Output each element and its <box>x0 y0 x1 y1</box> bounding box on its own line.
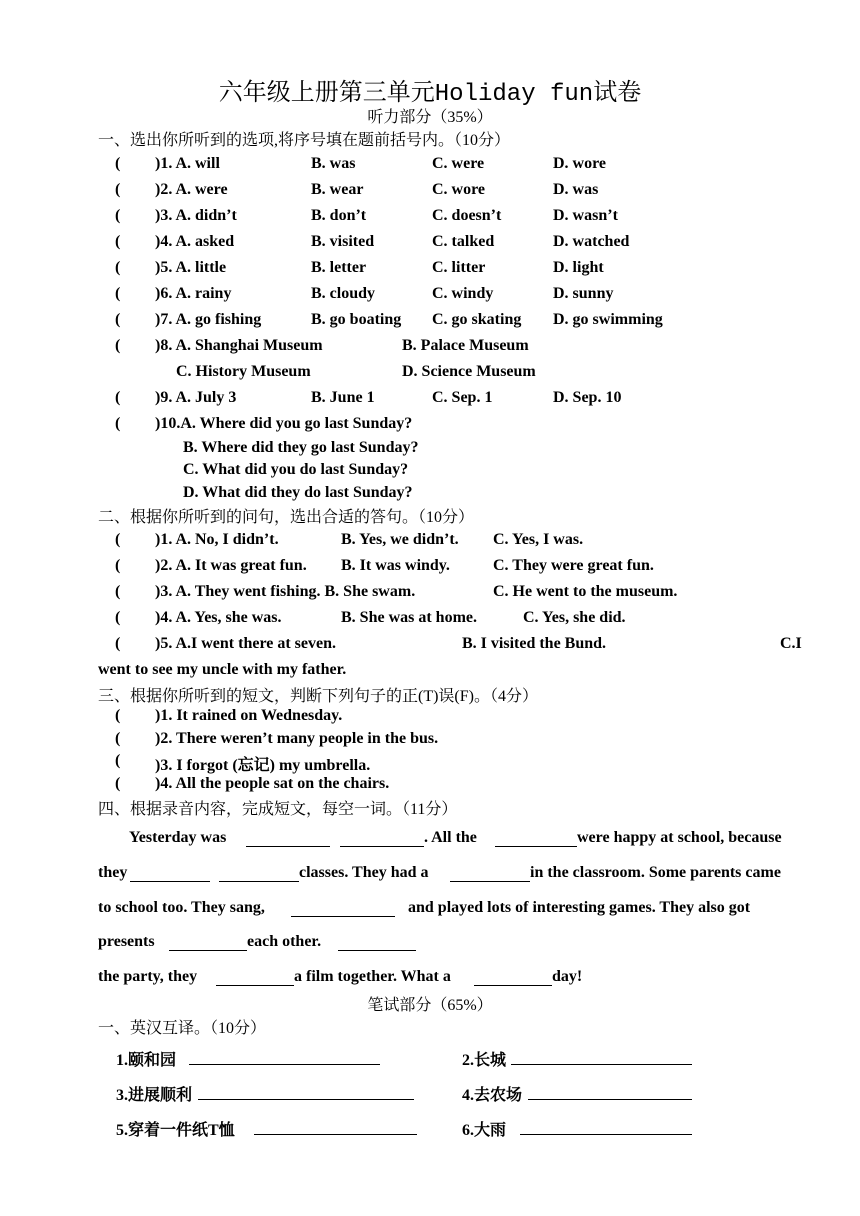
q8-b: B. Palace Museum <box>402 337 529 354</box>
cloze-text: each other. <box>247 933 322 950</box>
answer-paren: ( <box>115 635 121 652</box>
s2-q2-a: )2. A. It was great fun. <box>155 557 307 574</box>
answer-paren: ( <box>115 730 121 747</box>
q7-b: B. go boating <box>311 311 402 328</box>
q3-b: B. don’t <box>311 207 367 224</box>
q4-b: B. visited <box>311 233 375 250</box>
cloze-blank[interactable] <box>338 936 416 951</box>
answer-paren: ( <box>115 557 121 574</box>
title-cn: 六年级上册第三单元 <box>218 80 435 106</box>
answer-paren: ( <box>115 389 121 406</box>
section-4-heading: 四、根据录音内容，完成短文，每空一词。（11分） <box>98 801 458 818</box>
translation-item-5: 5.穿着一件纸T恤 <box>116 1122 235 1139</box>
listening-header: 听力部分（35%） <box>367 109 493 126</box>
q6-c: C. windy <box>432 285 494 302</box>
cloze-blank[interactable] <box>291 902 395 917</box>
cloze-blank[interactable] <box>450 867 530 882</box>
s2-q3-c: C. He went to the museum. <box>493 583 678 600</box>
cloze-text: day! <box>552 968 583 985</box>
answer-paren: ( <box>115 531 121 548</box>
q10-a: )10.A. Where did you go last Sunday? <box>155 415 413 432</box>
translation-blank[interactable] <box>198 1085 414 1100</box>
cloze-blank[interactable] <box>340 832 424 847</box>
q4-d: D. watched <box>553 233 630 250</box>
s2-q2-b: B. It was windy. <box>341 557 450 574</box>
s2-q5-c-cont: went to see my uncle with my father. <box>98 661 347 678</box>
s2-q5-a: )5. A.I went there at seven. <box>155 635 337 652</box>
cloze-text: . All the <box>424 829 477 846</box>
answer-paren: ( <box>115 583 121 600</box>
q4-c: C. talked <box>432 233 495 250</box>
cloze-blank[interactable] <box>246 832 330 847</box>
cloze-text: Yesterday was <box>129 829 227 846</box>
cloze-blank[interactable] <box>130 867 210 882</box>
page-title <box>0 72 860 108</box>
s2-q4-a: )4. A. Yes, she was. <box>155 609 282 626</box>
s2-q4-c: C. Yes, she did. <box>523 609 626 626</box>
q6-b: B. cloudy <box>311 285 376 302</box>
translation-blank[interactable] <box>254 1120 417 1135</box>
cloze-text: in the classroom. Some parents came <box>530 864 781 881</box>
s2-q4-b: B. She was at home. <box>341 609 478 626</box>
q2-d: D. was <box>553 181 599 198</box>
cloze-blank[interactable] <box>474 971 552 986</box>
answer-paren: ( <box>115 181 121 198</box>
translation-item-1: 1.颐和园 <box>116 1052 177 1069</box>
q3-d: D. wasn’t <box>553 207 618 224</box>
s2-q1-c: C. Yes, I was. <box>493 531 584 548</box>
s2-q5-b: B. I visited the Bund. <box>462 635 607 652</box>
q9-a: )9. A. July 3 <box>155 389 237 406</box>
cloze-text: they <box>98 864 128 881</box>
s2-q1-b: B. Yes, we didn’t. <box>341 531 459 548</box>
q1-d: D. wore <box>553 155 607 172</box>
translation-blank[interactable] <box>520 1120 692 1135</box>
q6-d: D. sunny <box>553 285 614 302</box>
q10-b: B. Where did they go last Sunday? <box>183 439 419 456</box>
cloze-blank[interactable] <box>216 971 294 986</box>
translation-item-6: 6.大雨 <box>462 1122 507 1139</box>
q2-a: )2. A. were <box>155 181 228 198</box>
section-1-heading: 一、选出你所听到的选项,将序号填在题前括号内。（10分） <box>98 132 511 149</box>
written-header: 笔试部分（65%） <box>367 997 493 1014</box>
q8-a: )8. A. Shanghai Museum <box>155 337 323 354</box>
q3-c: C. doesn’t <box>432 207 502 224</box>
answer-paren: ( <box>115 415 121 432</box>
answer-paren: ( <box>115 337 121 354</box>
answer-paren: ( <box>115 707 121 724</box>
q5-a: )5. A. little <box>155 259 227 276</box>
s2-q1-a: )1. A. No, I didn’t. <box>155 531 279 548</box>
answer-paren: ( <box>115 775 121 792</box>
q5-c: C. litter <box>432 259 486 276</box>
q4-a: )4. A. asked <box>155 233 235 250</box>
q7-c: C. go skating <box>432 311 522 328</box>
q9-d: D. Sep. 10 <box>553 389 622 406</box>
cloze-text: a film together. What a <box>294 968 451 985</box>
answer-paren: ( <box>115 259 121 276</box>
translation-item-2: 2.长城 <box>462 1052 507 1069</box>
cloze-text: were happy at school, because <box>577 829 782 846</box>
translation-blank[interactable] <box>189 1050 380 1065</box>
q10-c: C. What did you do last Sunday? <box>183 461 409 478</box>
answer-paren: ( <box>115 207 121 224</box>
s2-q5-c: C.I <box>780 635 802 652</box>
q3-a: )3. A. didn’t <box>155 207 237 224</box>
answer-paren: ( <box>115 311 121 328</box>
cloze-text: to school too. They sang, <box>98 899 265 916</box>
q7-d: D. go swimming <box>553 311 663 328</box>
answer-paren: ( <box>115 155 121 172</box>
q2-b: B. wear <box>311 181 364 198</box>
answer-paren: ( <box>115 285 121 302</box>
s2-q2-c: C. They were great fun. <box>493 557 654 574</box>
section-2-heading: 二、根据你所听到的问句，选出合适的答句。（10分） <box>98 509 475 526</box>
q1-b: B. was <box>311 155 356 172</box>
tf-item-1: )1. It rained on Wednesday. <box>155 707 343 724</box>
title-cn2: 试卷 <box>593 80 642 106</box>
translation-blank[interactable] <box>511 1050 692 1065</box>
cloze-text: the party, they <box>98 968 198 985</box>
q8-c: C. History Museum <box>176 363 311 380</box>
cloze-text: presents <box>98 933 155 950</box>
q2-c: C. wore <box>432 181 486 198</box>
answer-paren: ( <box>115 752 121 769</box>
q5-d: D. light <box>553 259 604 276</box>
translation-item-3: 3.进展顺利 <box>116 1087 193 1104</box>
q5-b: B. letter <box>311 259 367 276</box>
cloze-blank[interactable] <box>495 832 577 847</box>
answer-paren: ( <box>115 233 121 250</box>
q7-a: )7. A. go fishing <box>155 311 262 328</box>
q6-a: )6. A. rainy <box>155 285 232 302</box>
cloze-blank[interactable] <box>169 936 247 951</box>
s2-q3-a: )3. A. They went fishing. B. She swam. <box>155 583 416 600</box>
section-3-heading: 三、根据你所听到的短文，判断下列句子的正(T)误(F)。（4分） <box>98 688 538 705</box>
q9-c: C. Sep. 1 <box>432 389 493 406</box>
translation-blank[interactable] <box>528 1085 692 1100</box>
q1-a: )1. A. will <box>155 155 220 172</box>
title-en: Holiday fun <box>434 81 594 108</box>
q8-d: D. Science Museum <box>402 363 536 380</box>
q9-b: B. June 1 <box>311 389 375 406</box>
answer-paren: ( <box>115 609 121 626</box>
q10-d: D. What did they do last Sunday? <box>183 484 413 501</box>
cloze-text: classes. They had a <box>299 864 429 881</box>
tf-item-4: )4. All the people sat on the chairs. <box>155 775 390 792</box>
cloze-text: and played lots of interesting games. They also got <box>408 899 751 916</box>
tf-item-2: )2. There weren’t many people in the bus. <box>155 730 439 747</box>
tf-item-3: )3. I forgot (忘记) my umbrella. <box>155 757 371 774</box>
translation-item-4: 4.去农场 <box>462 1087 523 1104</box>
cloze-blank[interactable] <box>219 867 299 882</box>
written-section-1-heading: 一、英汉互译。（10分） <box>98 1020 267 1037</box>
q1-c: C. were <box>432 155 485 172</box>
